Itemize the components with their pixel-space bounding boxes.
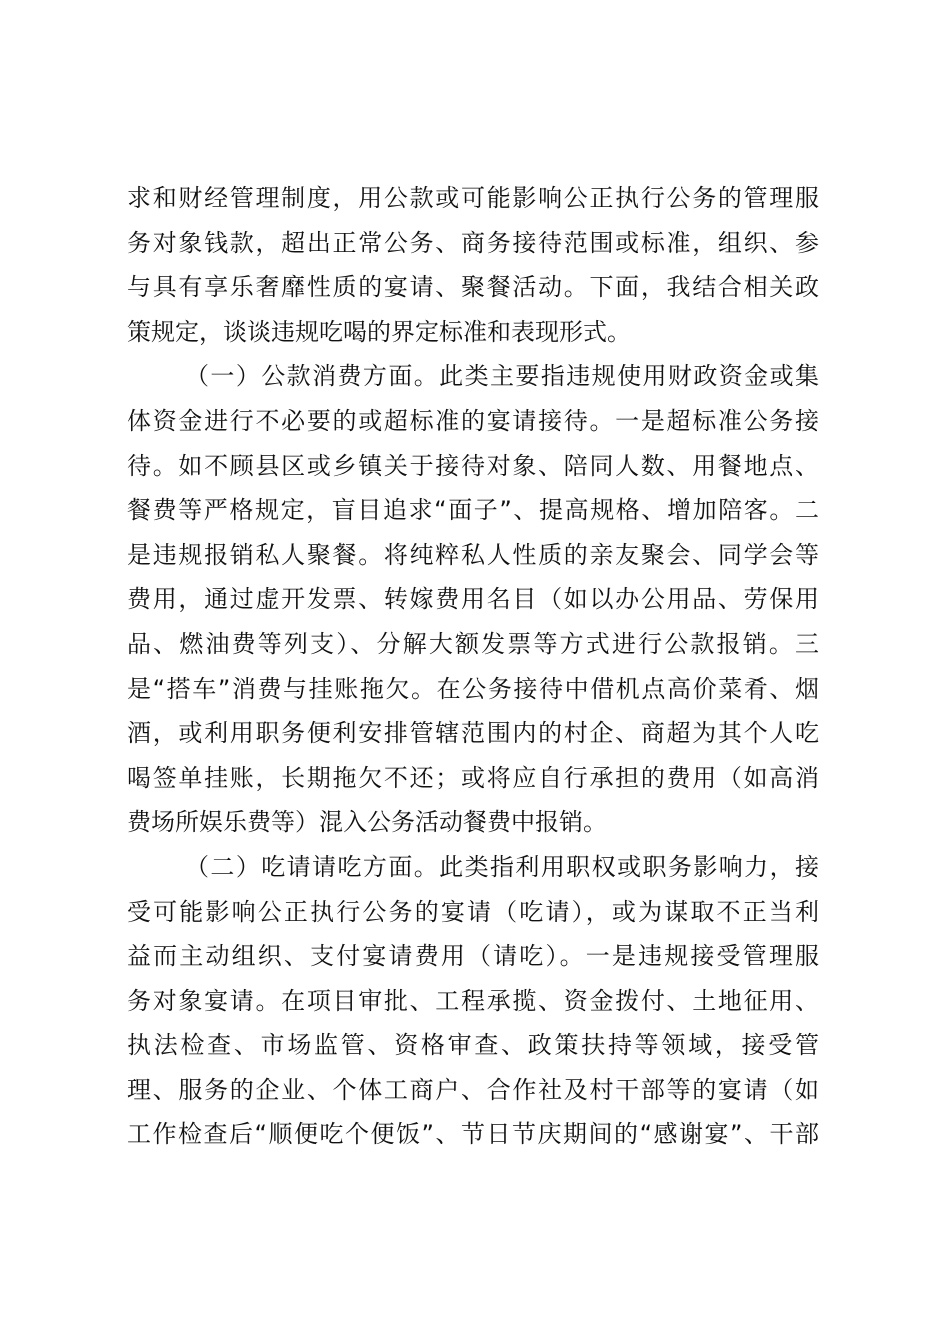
paragraph-start-line: （一）公款消费方面。此类主要指违规使用财政资金或集 <box>185 362 819 391</box>
text-line: 求和财经管理制度，用公款或可能影响公正执行公务的管理服 <box>127 184 819 212</box>
text-line: 费场所娱乐费等）混入公务活动餐费中报销。 <box>127 808 607 837</box>
text-line: 与具有享乐奢靡性质的宴请、聚餐活动。下面，我结合相关政 <box>127 273 819 302</box>
text-line: 工作检查后“顺便吃个便饭”、节日节庆期间的“感谢宴”、干部 <box>127 1120 819 1149</box>
text-line: 理、服务的企业、个体工商户、合作社及村干部等的宴请（如 <box>127 1075 819 1104</box>
text-line: 酒，或利用职务便利安排管辖范围内的村企、商超为其个人吃 <box>127 719 819 748</box>
text-line: 执法检查、市场监管、资格审查、政策扶持等领域，接受管 <box>127 1031 819 1060</box>
text-line: 餐费等严格规定，盲目追求“面子”、提高规格、增加陪客。二 <box>127 496 819 525</box>
text-line: 益而主动组织、支付宴请费用（请吃）。一是违规接受管理服 <box>127 942 819 971</box>
text-line: 务对象钱款，超出正常公务、商务接待范围或标准，组织、参 <box>127 228 819 257</box>
text-line: 费用，通过虚开发票、转嫁费用名目（如以办公用品、劳保用 <box>127 585 819 614</box>
document-body <box>127 176 819 1157</box>
text-line: 喝签单挂账，长期拖欠不还；或将应自行承担的费用（如高消 <box>127 763 819 792</box>
paragraph-start-line: （二）吃请请吃方面。此类指利用职权或职务影响力，接 <box>185 852 819 881</box>
text-line: 是“搭车”消费与挂账拖欠。在公务接待中借机点高价菜肴、烟 <box>127 674 819 703</box>
text-line: 受可能影响公正执行公务的宴请（吃请），或为谋取不正当利 <box>127 897 819 926</box>
text-line: 是违规报销私人聚餐。将纯粹私人性质的亲友聚会、同学会等 <box>127 540 819 569</box>
text-line: 品、燃油费等列支）、分解大额发票等方式进行公款报销。三 <box>127 629 819 658</box>
text-line: 策规定，谈谈违规吃喝的界定标准和表现形式。 <box>127 317 631 346</box>
text-line: 体资金进行不必要的或超标准的宴请接待。一是超标准公务接 <box>127 406 819 435</box>
text-line: 务对象宴请。在项目审批、工程承揽、资金拨付、土地征用、 <box>127 986 819 1015</box>
text-line: 待。如不顾县区或乡镇关于接待对象、陪同人数、用餐地点、 <box>127 451 819 480</box>
